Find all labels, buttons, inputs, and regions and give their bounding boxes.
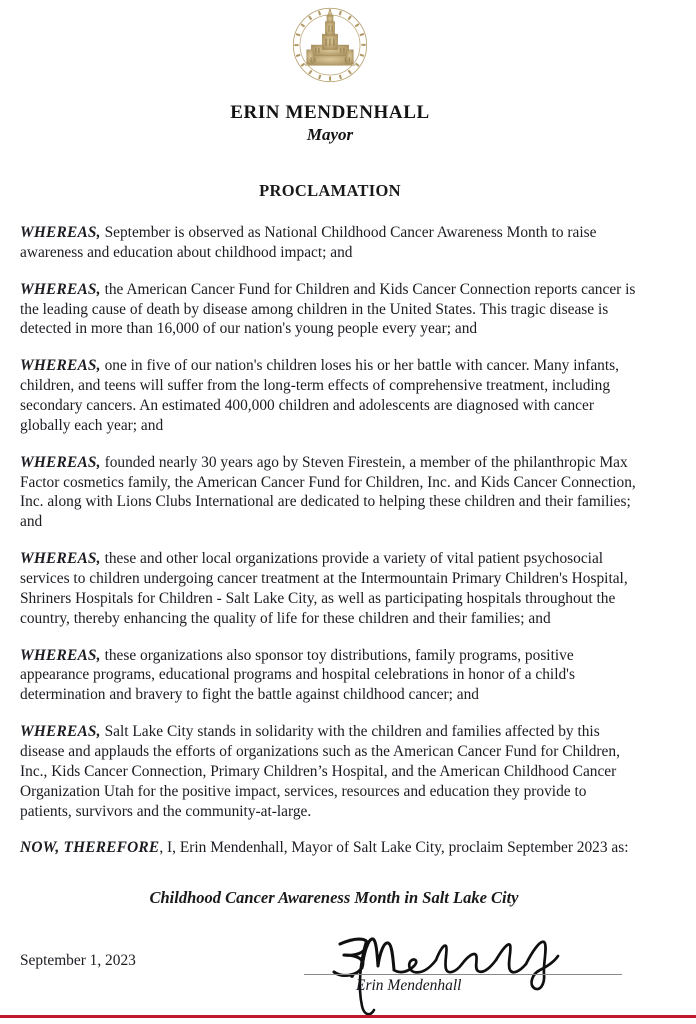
whereas-lead: WHEREAS, — [20, 357, 101, 375]
signature-line — [304, 974, 622, 975]
salt-lake-city-seal-icon — [291, 6, 369, 84]
whereas-text: these and other local organizations provide a variety of vital patient psychosocial services to children undergoing cancer treatment at the Intermountain Primary Children's Hospital, Shriners Hospitals for Children - Salt Lake City, as well as participating hospitals throughout the country, thereby enhancing the quality of life for these children and their families; and — [20, 550, 628, 627]
whereas-text: Salt Lake City stands in solidarity with the children and families affected by this disease and applauds the efforts of organizations such as the American Cancer Fund for Children, Inc., Kids Cancer Connection, Primary Children’s Hospital, and the American Childhood Cancer Organization Utah for the positive impact, services, resources and education they provide to patients, survivors and the community-at-large. — [20, 723, 620, 820]
whereas-lead: WHEREAS, — [20, 453, 101, 471]
seal-container — [20, 0, 640, 84]
mayor-name: ERIN MENDENHALL — [230, 102, 430, 123]
whereas-paragraph — [20, 280, 640, 340]
whereas-paragraph — [20, 549, 640, 628]
declaration-title: Childhood Cancer Awareness Month in Salt Lake City — [149, 888, 519, 908]
whereas-text: one in five of our nation's children loses his or her battle with cancer. Many infants, children, and teens will suffer from the long-term effects of comprehensive treatment, including secondary cancers. An estimated 400,000 children and adolescents are diagnosed with cancer globally each year; and — [20, 357, 619, 434]
whereas-lead: WHEREAS, — [20, 550, 101, 568]
now-therefore-lead: NOW, THEREFORE — [20, 839, 160, 857]
whereas-lead: WHEREAS, — [20, 646, 101, 664]
whereas-paragraph — [20, 453, 640, 532]
whereas-lead: WHEREAS, — [20, 280, 101, 298]
whereas-text: founded nearly 30 years ago by Steven Firestein, a member of the philanthropic Max Factor cosmetics family, the American Cancer Fund for Children, Inc. and Kids Cancer Connection, Inc. along with Lions Clubs International are dedicated to helping these children and their families; and — [20, 453, 636, 531]
proclamation-body — [20, 223, 640, 970]
bottom-accent-bar — [0, 1015, 696, 1018]
whereas-text: these organizations also sponsor toy distributions, family programs, positive appearance programs, educational programs and hospital celebrations in honor of a child's determination and bravery to fight the battle against childhood cancer; and — [20, 646, 575, 704]
whereas-paragraph — [20, 646, 640, 706]
handwritten-signature-icon — [300, 922, 626, 1018]
whereas-text: the American Cancer Fund for Children and Kids Cancer Connection reports cancer is the leading cause of death by disease among children in the United States. This tragic disease is detected in more than 16,000 of our nation's young people every year; and — [20, 280, 636, 338]
whereas-lead: WHEREAS, — [20, 723, 101, 741]
now-therefore-text: , I, Erin Mendenhall, Mayor of Salt Lake City, proclaim September 2023 as: — [159, 839, 629, 857]
whereas-text: September is observed as National Childhood Cancer Awareness Month to raise awareness and education about childhood impact; and — [20, 224, 597, 261]
whereas-paragraph — [20, 722, 640, 821]
signature-block — [300, 922, 626, 1018]
now-therefore-paragraph — [20, 838, 640, 858]
page-title: PROCLAMATION — [259, 181, 401, 200]
whereas-lead: WHEREAS, — [20, 224, 101, 241]
signature-name: Erin Mendenhall — [356, 977, 462, 994]
mayor-title: Mayor — [306, 125, 354, 144]
whereas-paragraph — [20, 356, 640, 435]
whereas-paragraph — [20, 223, 640, 263]
proclamation-date: September 1, 2023 — [20, 952, 136, 970]
